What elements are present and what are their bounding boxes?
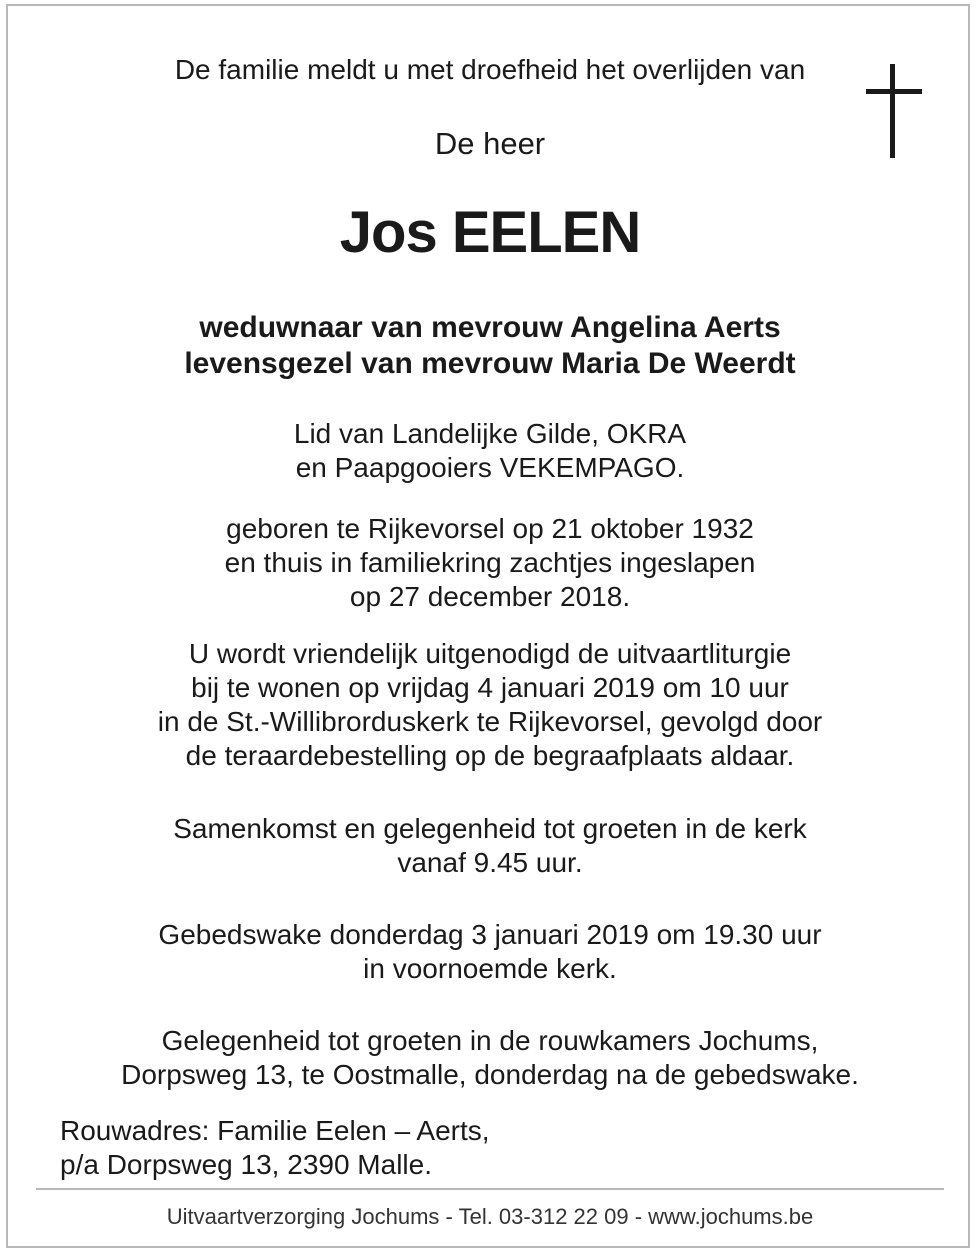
invitation-line: de teraardebestelling op de begraafplaats aldaar. (185, 740, 795, 771)
gathering-info (0, 812, 980, 880)
address-line: Rouwadres: Familie Eelen – Aerts, (60, 1115, 490, 1146)
mourning-address (60, 1114, 490, 1182)
viewing-line: Dorpsweg 13, te Oostmalle, donderdag na de gebedswake. (121, 1059, 859, 1090)
membership-line: en Paapgooiers VEKEMPAGO. (295, 452, 685, 483)
membership-line: Lid van Landelijke Gilde, OKRA (293, 418, 687, 449)
wake-line: Gebedswake donderdag 3 januari 2019 om 19.30 uur (158, 919, 822, 950)
address-line: p/a Dorpsweg 13, 2390 Malle. (60, 1149, 432, 1180)
birth-death-details (0, 512, 980, 614)
deceased-name: Jos EELEN (339, 200, 641, 265)
viewing-info (0, 1024, 980, 1092)
intro-text: De familie meldt u met droefheid het overlijden van (174, 54, 806, 85)
invitation-line: U wordt vriendelijk uitgenodigd de uitvaartliturgie (188, 638, 792, 669)
relation-line: levensgezel van mevrouw Maria De Weerdt (184, 347, 796, 380)
prayer-wake-info (0, 918, 980, 986)
footer-divider (36, 1188, 944, 1190)
salutation: De heer (434, 126, 546, 161)
birth-death-line: en thuis in familiekring zachtjes ingeslapen (224, 547, 756, 578)
memberships (0, 417, 980, 485)
gathering-line: Samenkomst en gelegenheid tot groeten in de kerk (173, 813, 807, 844)
cross-icon-horizontal-bar (866, 89, 922, 94)
invitation-line: in de St.-Willibrorduskerk te Rijkevorsel, gevolgd door (157, 706, 823, 737)
relations (0, 310, 980, 382)
birth-death-line: geboren te Rijkevorsel op 21 oktober 1932 (226, 513, 754, 544)
birth-death-line: op 27 december 2018. (349, 581, 631, 612)
gathering-line: vanaf 9.45 uur. (397, 847, 583, 878)
viewing-line: Gelegenheid tot groeten in de rouwkamers Jochums, (161, 1025, 819, 1056)
funeral-invitation (0, 637, 980, 773)
funeral-director-footer: Uitvaartverzorging Jochums - Tel. 03-312 22 09 - www.jochums.be (166, 1204, 814, 1229)
wake-line: in voornoemde kerk. (363, 953, 617, 984)
relation-line: weduwnaar van mevrouw Angelina Aerts (199, 311, 781, 344)
invitation-line: bij te wonen op vrijdag 4 januari 2019 om 10 uur (191, 672, 789, 703)
